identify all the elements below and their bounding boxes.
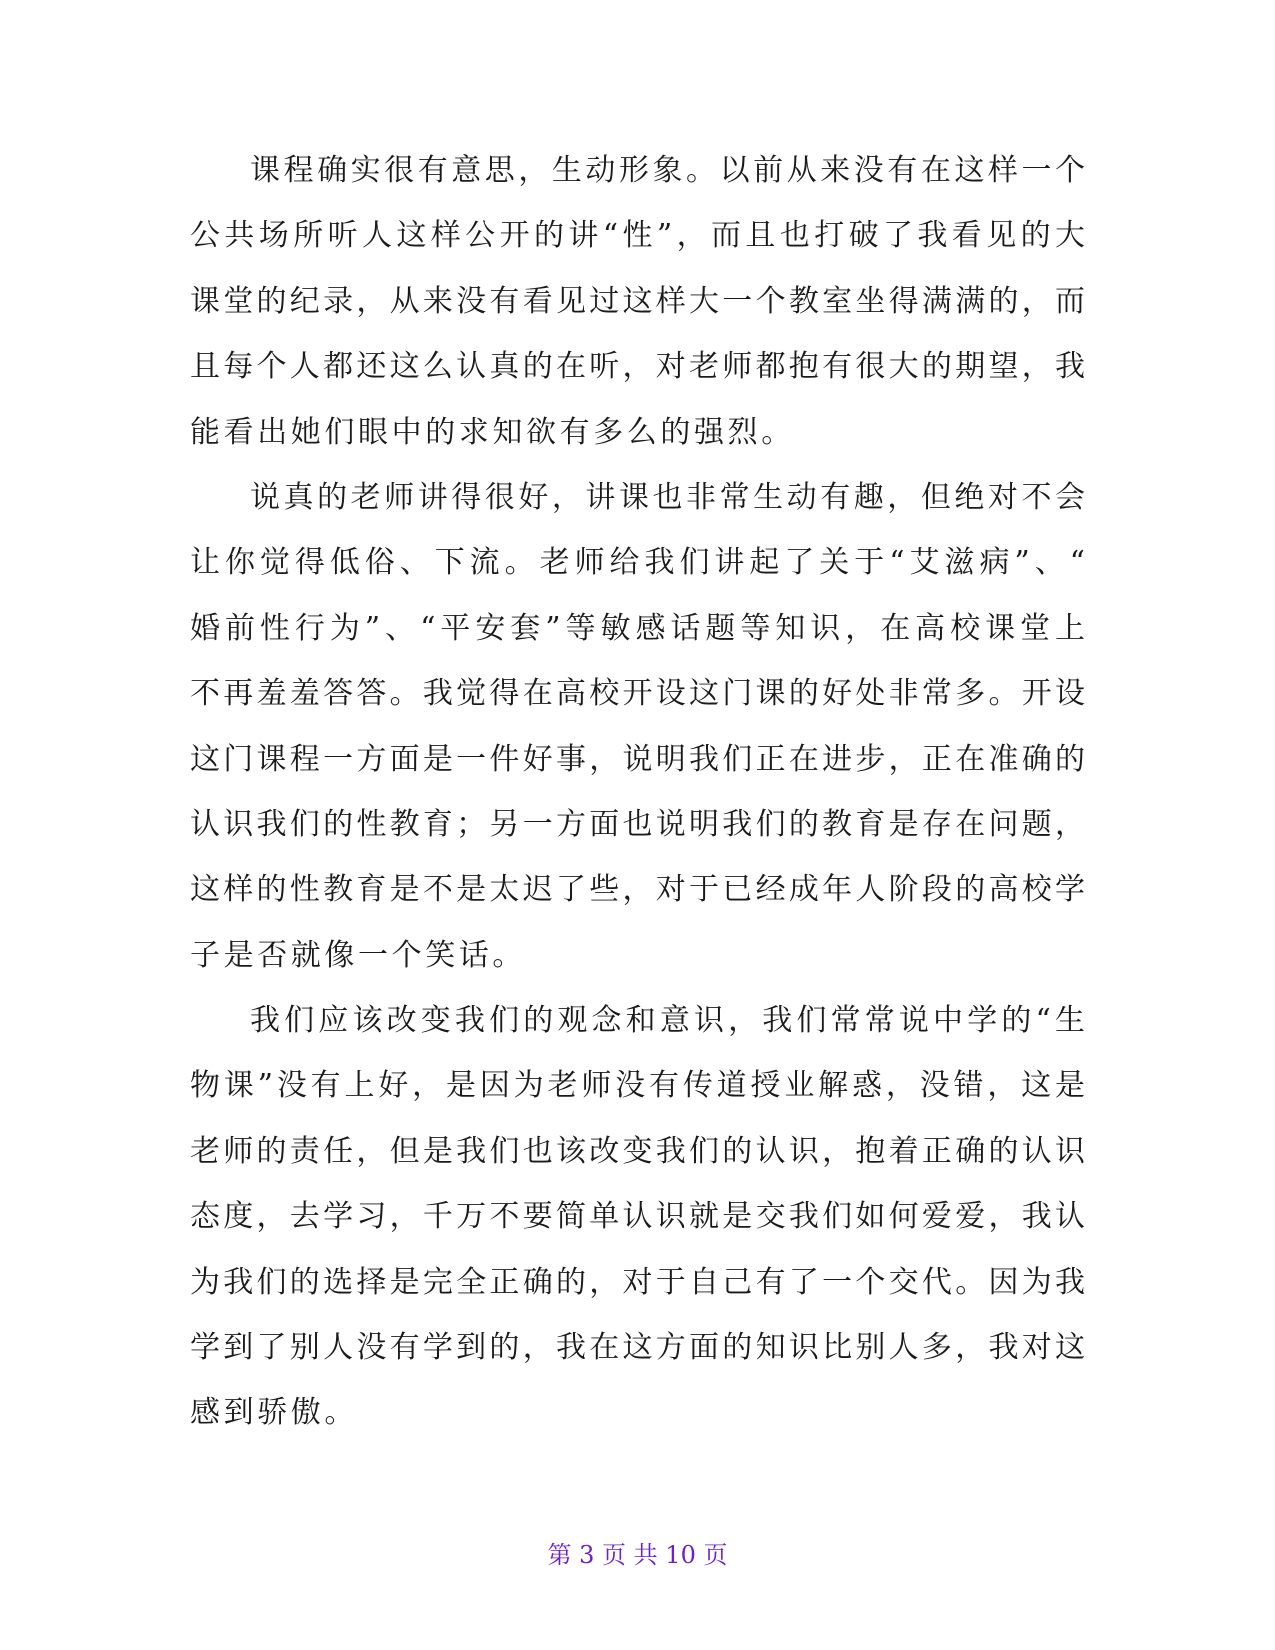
paragraph-line: 让你觉得低俗、下流。老师给我们讲起了关于“艾滋病”、“ bbox=[190, 545, 1085, 581]
paragraph-3 bbox=[190, 988, 1085, 1446]
paragraph-line: 我们应该改变我们的观念和意识，我们常常说中学的“生 bbox=[250, 1003, 1085, 1039]
page-number-footer: 第 3 页 共 10 页 bbox=[547, 1541, 728, 1569]
paragraph-line: 婚前性行为”、“平安套”等敏感话题等知识，在高校课堂上 bbox=[190, 610, 1085, 646]
paragraph-line: 感到骄傲。 bbox=[190, 1395, 358, 1431]
paragraph-line: 不再羞羞答答。我觉得在高校开设这门课的好处非常多。开设 bbox=[190, 676, 1085, 712]
paragraph-line: 这样的性教育是不是太迟了些，对于已经成年人阶段的高校学 bbox=[190, 872, 1085, 908]
paragraph-2 bbox=[190, 465, 1085, 988]
paragraph-line: 为我们的选择是完全正确的，对于自己有了一个交代。因为我 bbox=[190, 1264, 1085, 1300]
paragraph-line: 能看出她们眼中的求知欲有多么的强烈。 bbox=[190, 414, 795, 450]
paragraph-line: 说真的老师讲得很好，讲课也非常生动有趣，但绝对不会 bbox=[250, 479, 1085, 515]
document-body bbox=[190, 138, 1085, 1446]
paragraph-line: 老师的责任，但是我们也该改变我们的认识，抱着正确的认识 bbox=[190, 1133, 1085, 1169]
paragraph-line: 课堂的纪录，从来没有看见过这样大一个教室坐得满满的，而 bbox=[190, 283, 1085, 319]
paragraph-line: 态度，去学习，千万不要简单认识就是交我们如何爱爱，我认 bbox=[190, 1199, 1085, 1235]
paragraph-1 bbox=[190, 138, 1085, 465]
paragraph-line: 认识我们的性教育；另一方面也说明我们的教育是存在问题， bbox=[190, 806, 1085, 842]
paragraph-line: 物课”没有上好，是因为老师没有传道授业解惑，没错，这是 bbox=[190, 1068, 1085, 1104]
paragraph-line: 学到了别人没有学到的，我在这方面的知识比别人多，我对这 bbox=[190, 1330, 1085, 1366]
paragraph-line: 公共场所听人这样公开的讲“性”，而且也打破了我看见的大 bbox=[190, 218, 1085, 254]
paragraph-line: 子是否就像一个笑话。 bbox=[190, 937, 526, 973]
paragraph-line: 这门课程一方面是一件好事，说明我们正在进步，正在准确的 bbox=[190, 741, 1085, 777]
paragraph-line: 课程确实很有意思，生动形象。以前从来没有在这样一个 bbox=[250, 153, 1085, 188]
paragraph-line: 且每个人都还这么认真的在听，对老师都抱有很大的期望，我 bbox=[190, 349, 1085, 385]
